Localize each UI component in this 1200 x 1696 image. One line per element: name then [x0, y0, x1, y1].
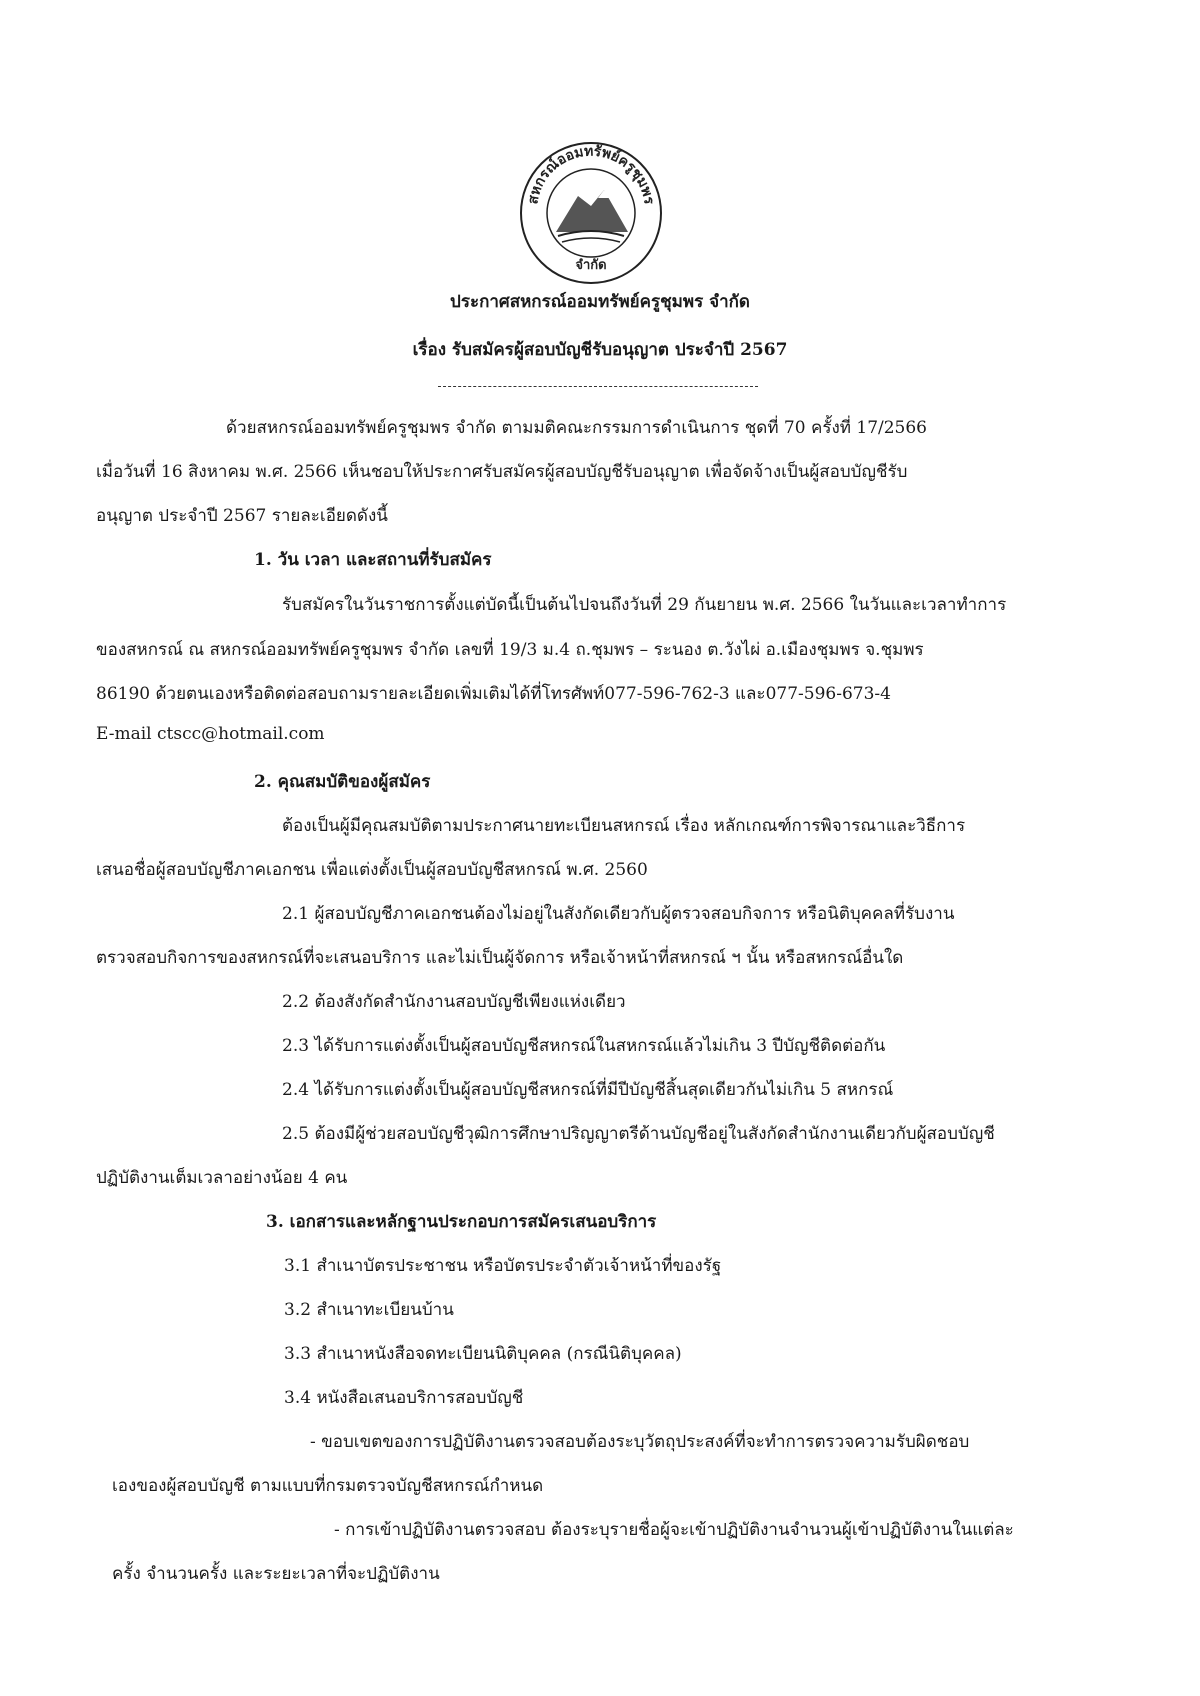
- intro-line: เมื่อวันที่ 16 สิงหาคม พ.ศ. 2566 เห็นชอบให้ประกาศรับสมัครผู้สอบบัญชีรับอนุญาต เพื่อจัดจ้างเป็นผู้สอบบัญชีรับ: [96, 462, 908, 482]
- cooperative-seal-logo: [518, 140, 664, 286]
- section-1-line: ของสหกรณ์ ณ สหกรณ์ออมทรัพย์ครูชุมพร จำกัด เลขที่ 19/3 ม.4 ถ.ชุมพร – ระนอง ต.วังไผ่ อ.เมืองชุมพร จ.ชุมพร: [96, 640, 924, 660]
- seal-arc-text: สหกรณ์ออมทรัพย์ครูชุมพร: [525, 143, 657, 206]
- section-3-item: 3.2 สำเนาทะเบียนบ้าน: [284, 1300, 454, 1320]
- section-1-heading: 1. วัน เวลา และสถานที่รับสมัคร: [254, 550, 492, 570]
- section-3-item: 3.1 สำเนาบัตรประชาชน หรือบัตรประจำตัวเจ้าหน้าที่ของรัฐ: [284, 1256, 722, 1276]
- section-3-heading: 3. เอกสารและหลักฐานประกอบการสมัครเสนอบริการ: [266, 1212, 657, 1232]
- contact-email: E-mail ctscc@hotmail.com: [96, 724, 325, 744]
- section-3-line: - ขอบเขตของการปฏิบัติงานตรวจสอบต้องระบุวัตถุประสงค์ที่จะทำการตรวจความรับผิดชอบ: [310, 1432, 970, 1452]
- seal-bottom-text: จำกัด: [575, 258, 607, 273]
- section-3-item: 3.4 หนังสือเสนอบริการสอบบัญชี: [284, 1388, 524, 1408]
- section-3-line: เองของผู้สอบบัญชี ตามแบบที่กรมตรวจบัญชีสหกรณ์กำหนด: [112, 1476, 544, 1496]
- title-separator: [438, 386, 758, 387]
- section-3-line: - การเข้าปฏิบัติงานตรวจสอบ ต้องระบุรายชื่อผู้จะเข้าปฏิบัติงานจำนวนผู้เข้าปฏิบัติงานในแต่ละ: [334, 1520, 1014, 1540]
- intro-line: ด้วยสหกรณ์ออมทรัพย์ครูชุมพร จำกัด ตามมติคณะกรรมการดำเนินการ ชุดที่ 70 ครั้งที่ 17/2566: [226, 418, 928, 438]
- section-2-item: 2.1 ผู้สอบบัญชีภาคเอกชนต้องไม่อยู่ในสังกัดเดียวกับผู้ตรวจสอบกิจการ หรือนิติบุคคลที่รับงาน: [282, 904, 955, 924]
- intro-line: อนุญาต ประจำปี 2567 รายละเอียดดังนี้: [96, 506, 388, 526]
- section-2-line: ต้องเป็นผู้มีคุณสมบัติตามประกาศนายทะเบียนสหกรณ์ เรื่อง หลักเกณฑ์การพิจารณาและวิธีการ: [282, 816, 966, 836]
- section-2-item: 2.3 ได้รับการแต่งตั้งเป็นผู้สอบบัญชีสหกรณ์ในสหกรณ์แล้วไม่เกิน 3 ปีบัญชีติดต่อกัน: [282, 1036, 886, 1056]
- section-2-line: เสนอชื่อผู้สอบบัญชีภาคเอกชน เพื่อแต่งตั้งเป็นผู้สอบบัญชีสหกรณ์ พ.ศ. 2560: [96, 860, 648, 880]
- section-2-item: 2.2 ต้องสังกัดสำนักงานสอบบัญชีเพียงแห่งเดียว: [282, 992, 626, 1012]
- section-2-line: ตรวจสอบกิจการของสหกรณ์ที่จะเสนอบริการ และไม่เป็นผู้จัดการ หรือเจ้าหน้าที่สหกรณ์ ฯ นั้น หรือสหกรณ์อื่นใด: [96, 948, 904, 968]
- section-3-item: 3.3 สำเนาหนังสือจดทะเบียนนิติบุคคล (กรณีนิติบุคคล): [284, 1344, 682, 1364]
- section-2-heading: 2. คุณสมบัติของผู้สมัคร: [254, 772, 431, 792]
- section-3-line: ครั้ง จำนวนครั้ง และระยะเวลาที่จะปฏิบัติงาน: [112, 1564, 440, 1584]
- section-2-item: 2.5 ต้องมีผู้ช่วยสอบบัญชีวุฒิการศึกษาปริญญาตรีด้านบัญชีอยู่ในสังกัดสำนักงานเดียวกับผู้สอบบัญชี: [282, 1124, 995, 1144]
- page-title: ประกาศสหกรณ์ออมทรัพย์ครูชุมพร จำกัด: [450, 292, 750, 312]
- section-1-line: รับสมัครในวันราชการตั้งแต่บัดนี้เป็นต้นไปจนถึงวันที่ 29 กันยายน พ.ศ. 2566 ในวันและเวลาทำการ: [282, 595, 1007, 615]
- section-1-line: 86190 ด้วยตนเองหรือติดต่อสอบถามรายละเอียดเพิ่มเติมได้ที่โทรศัพท์077-596-762-3 และ077-596-673-4: [96, 684, 891, 704]
- section-2-line: ปฏิบัติงานเต็มเวลาอย่างน้อย 4 คน: [96, 1168, 348, 1188]
- svg-text:สหกรณ์ออมทรัพย์ครูชุมพร: [525, 144, 657, 206]
- page-subject: เรื่อง รับสมัครผู้สอบบัญชีรับอนุญาต ประจำปี 2567: [412, 340, 788, 360]
- section-2-item: 2.4 ได้รับการแต่งตั้งเป็นผู้สอบบัญชีสหกรณ์ที่มีปีบัญชีสิ้นสุดเดียวกันไม่เกิน 5 สหกรณ์: [282, 1080, 894, 1100]
